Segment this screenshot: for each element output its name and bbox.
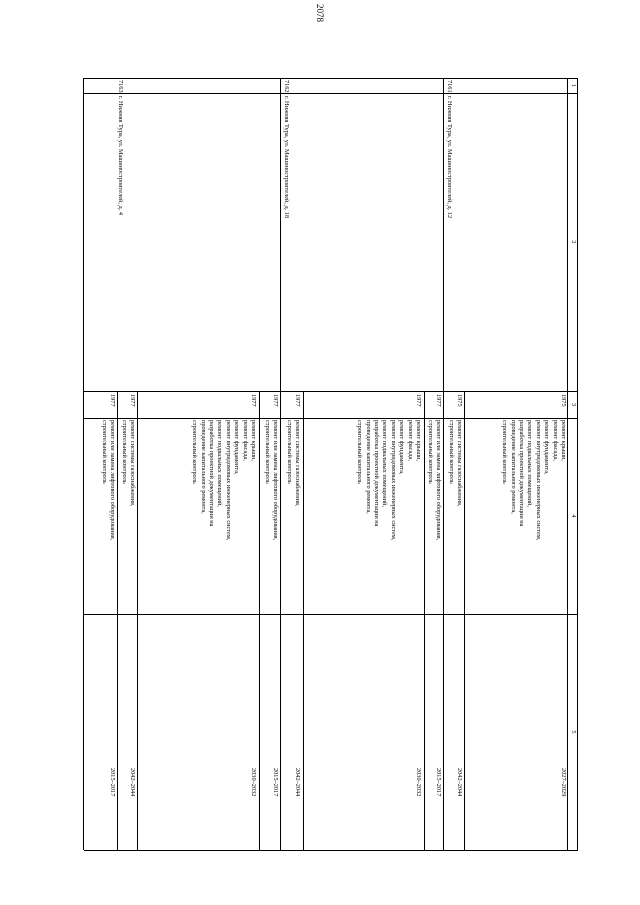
work-item: ремонт или замена лифтового оборудования, (109, 420, 116, 541)
work-item: ремонт внутридомовых инженерных систем, (534, 420, 542, 541)
address: г. Нижняя Тура, ул. Машиностроителей, д. 18 (283, 96, 290, 219)
column-number-5: 5 (570, 730, 577, 734)
works-list (190, 420, 257, 540)
year-built: 1977 (435, 394, 442, 407)
work-item: ремонт крыши, (250, 420, 257, 462)
table-border-top (577, 78, 578, 850)
year-built: 1975 (560, 394, 567, 407)
work-item: ремонт системы газоснабжения, (294, 420, 301, 507)
row-divider (117, 391, 118, 850)
work-item: проведение капитального ремонта, (199, 420, 207, 514)
work-item: ремонт системы газоснабжения, (129, 420, 136, 507)
column-number-3: 3 (570, 402, 577, 407)
row-number: 7161. (446, 80, 453, 95)
work-item: строительный контроль (100, 420, 108, 484)
work-item: строительный контроль (120, 420, 128, 484)
work-item: ремонт внутридомовых инженерных систем, (389, 420, 397, 541)
work-item: ремонт фасада, (551, 420, 559, 461)
works-list (119, 420, 136, 506)
year-built: 1977 (109, 394, 116, 407)
row-number: 7163. (117, 80, 124, 95)
work-item: строительный контроль (426, 420, 434, 484)
year-built: 1977 (415, 394, 422, 407)
column-divider (84, 418, 578, 419)
works-list (262, 420, 279, 540)
works-list (425, 420, 442, 540)
work-item: ремонт подвальных помещений, (216, 420, 224, 507)
repair-period: 2042–2044 (456, 768, 463, 797)
repair-period: 2027–2029 (560, 768, 567, 797)
works-list (355, 420, 422, 540)
repair-period: 2030–2032 (250, 768, 257, 797)
work-item: строительный контроль (285, 420, 293, 484)
repair-period: 2030–2032 (415, 768, 422, 797)
address: г. Нижняя Тура, ул. Машиностроителей, д. 12 (446, 96, 453, 219)
year-built: 1977 (294, 394, 301, 407)
repair-period: 2042–2044 (294, 768, 301, 797)
year-built: 1977 (250, 394, 257, 407)
column-number-2: 2 (570, 240, 577, 244)
work-item: строительный контроль (263, 420, 271, 484)
work-item: строительный контроль (501, 420, 509, 484)
work-item: ремонт крыши, (560, 420, 567, 462)
year-built: 1977 (272, 394, 279, 407)
work-item: ремонт или замена лифтового оборудования, (272, 420, 279, 541)
work-item: ремонт фасада, (241, 420, 249, 461)
repair-period: 2015–2017 (272, 768, 279, 797)
work-item: ремонт фундамента, (398, 420, 406, 475)
row-divider (137, 391, 138, 850)
column-divider (84, 614, 578, 615)
works-list (500, 420, 567, 540)
work-item: ремонт фундамента, (233, 420, 241, 475)
table-border-left (84, 78, 578, 79)
work-item: ремонт подвальных помещений, (381, 420, 389, 507)
work-item: строительный контроль (356, 420, 364, 484)
row-number: 7162. (283, 80, 290, 95)
work-item: ремонт фундамента, (543, 420, 551, 475)
work-item: ремонт системы газоснабжения, (456, 420, 463, 507)
repair-period: 2015–2017 (109, 768, 116, 797)
work-item: разработка проектной документации на (372, 420, 380, 527)
work-item: разработка проектной документации на (517, 420, 525, 527)
work-item: ремонт внутридомовых инженерных систем, (224, 420, 232, 541)
work-item: ремонт фасада, (406, 420, 414, 461)
year-built: 1977 (129, 394, 136, 407)
column-divider (84, 93, 578, 94)
work-item: ремонт подвальных помещений, (526, 420, 534, 507)
work-item: разработка проектной документации на (207, 420, 215, 527)
repair-period: 2015–2017 (435, 768, 442, 797)
column-divider (84, 391, 578, 392)
work-item: проведение капитального ремонта, (509, 420, 517, 514)
repair-period: 2042–2044 (129, 768, 136, 797)
column-number-1: 1 (570, 83, 577, 88)
year-built: 1975 (456, 394, 463, 407)
works-list (284, 420, 301, 506)
capital-repair-table (84, 78, 578, 850)
row-divider (303, 391, 304, 850)
works-list (446, 420, 463, 506)
address: г. Нижняя Тура, ул. Машиностроителей, д. 4 (117, 96, 124, 216)
work-item: ремонт крыши, (415, 420, 422, 462)
work-item: ремонт или замена лифтового оборудования, (435, 420, 442, 541)
column-number-4: 4 (570, 514, 577, 518)
row-divider (259, 391, 260, 850)
table-border-right (84, 850, 578, 851)
page-number: 2078 (315, 4, 325, 22)
header-divider (567, 78, 568, 850)
table-border-bottom (83, 78, 84, 850)
work-item: проведение капитального ремонта, (364, 420, 372, 514)
works-list (99, 420, 116, 540)
row-divider (464, 391, 465, 850)
work-item: строительный контроль (191, 420, 199, 484)
work-item: строительный контроль (447, 420, 455, 484)
